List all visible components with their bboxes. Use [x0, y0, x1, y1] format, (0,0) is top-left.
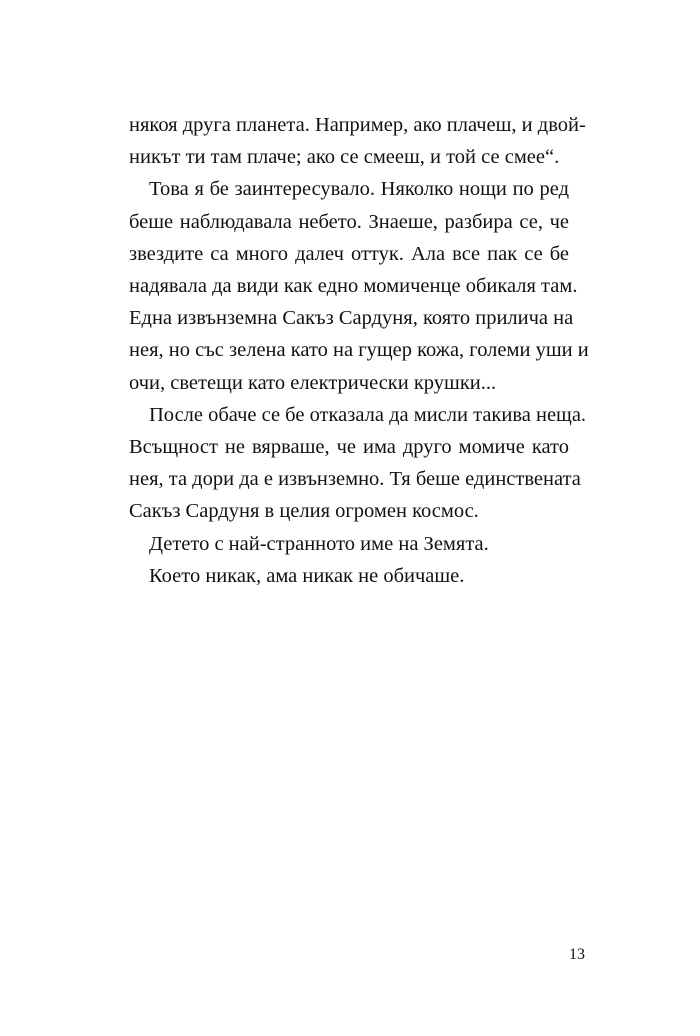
- text-line: нея, но със зелена като на гущер кожа, големи уши и: [129, 339, 589, 362]
- text-line: никът ти там плаче; ако се смееш, и той се смее“.: [129, 146, 560, 169]
- text-line: надявала да види как едно момиченце обикаля там.: [129, 275, 578, 298]
- text-line: Всъщност не вярваше, че има друго момиче като: [129, 436, 569, 459]
- text-line: Това я бе заинтересувало. Няколко нощи по ред: [149, 178, 569, 201]
- text-line: звездите са много далеч оттук. Ала все пак се бе: [129, 242, 569, 265]
- body-text: [129, 109, 589, 592]
- text-line: После обаче се бе отказала да мисли такива неща.: [149, 403, 587, 426]
- text-line: Детето с най-странното име на Земята.: [149, 532, 489, 555]
- page-number: 13: [569, 946, 585, 963]
- text-line: очи, светещи като електрически крушки...: [129, 371, 497, 394]
- text-line: някоя друга планета. Например, ако плачеш, и двой-: [129, 114, 586, 136]
- text-line: нея, та дори да е извънземно. Тя беше единствената: [129, 468, 581, 491]
- text-line: Което никак, ама никак не обичаше.: [149, 564, 465, 587]
- text-line: Една извънземна Сакъз Сардуня, която прилича на: [129, 307, 574, 330]
- text-line: Сакъз Сардуня в целия огромен космос.: [129, 500, 479, 523]
- text-line: беше наблюдавала небето. Знаеше, разбира се, че: [129, 210, 569, 233]
